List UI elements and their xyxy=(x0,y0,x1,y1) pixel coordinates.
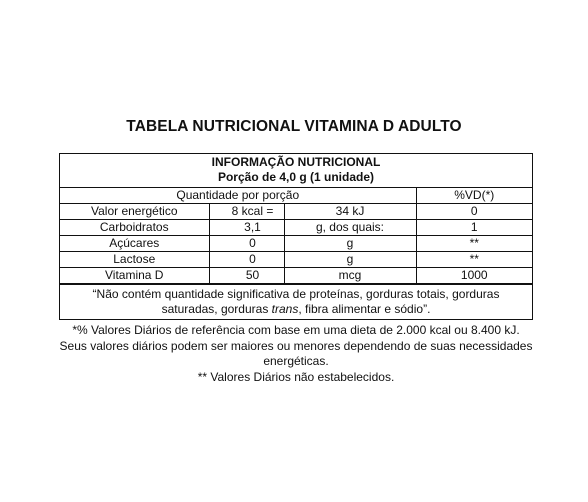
nutrient-unit: 34 kJ xyxy=(284,204,416,220)
nutrient-dv: ** xyxy=(416,252,532,268)
nutrition-panel xyxy=(59,153,533,320)
nutrient-amount: 50 xyxy=(209,268,284,284)
serving-size: Porção de 4,0 g (1 unidade) xyxy=(217,170,375,184)
note-text-start: “Não contém quantidade significativa de proteínas, gorduras totais, gorduras saturadas, gorduras xyxy=(92,287,500,316)
note-text-end: , fibra alimentar e sódio”. xyxy=(298,302,431,316)
document-title: TABELA NUTRICIONAL VITAMINA D ADULTO xyxy=(126,118,462,135)
insignificant-nutrients-note xyxy=(60,284,532,319)
table-row xyxy=(60,220,532,236)
nutrient-unit: g xyxy=(284,252,416,268)
table-row xyxy=(60,204,532,220)
footnotes xyxy=(59,323,533,385)
nutrient-unit: g, dos quais: xyxy=(284,220,416,236)
nutrient-unit: g xyxy=(284,236,416,252)
panel-heading-title: INFORMAÇÃO NUTRICIONAL xyxy=(211,155,381,169)
table-row xyxy=(60,252,532,268)
nutrient-amount: 8 kcal = xyxy=(209,204,284,220)
footnote-reference: *% Valores Diários de referência com base em uma dieta de 2.000 kcal ou 8.400 kJ. xyxy=(72,323,520,337)
nutrient-dv: 1000 xyxy=(416,268,532,284)
nutrient-amount: 0 xyxy=(209,252,284,268)
nutrient-name: Carboidratos xyxy=(60,220,209,236)
nutrition-table xyxy=(60,188,532,284)
panel-heading xyxy=(60,154,532,188)
quantity-header: Quantidade por porção xyxy=(60,188,416,204)
nutrient-name: Açúcares xyxy=(60,236,209,252)
nutrient-amount: 3,1 xyxy=(209,220,284,236)
nutrient-name: Valor energético xyxy=(60,204,209,220)
nutrient-unit: mcg xyxy=(284,268,416,284)
nutrient-dv: ** xyxy=(416,236,532,252)
table-row xyxy=(60,236,532,252)
table-row xyxy=(60,268,532,284)
dv-header: %VD(*) xyxy=(416,188,532,204)
nutrient-name: Vitamina D xyxy=(60,268,209,284)
nutrient-dv: 0 xyxy=(416,204,532,220)
nutrient-name: Lactose xyxy=(60,252,209,268)
nutrient-amount: 0 xyxy=(209,236,284,252)
note-text-trans: trans xyxy=(271,302,299,316)
footnote-not-established: ** Valores Diários não estabelecidos. xyxy=(197,369,395,384)
footnote-individual-needs: Seus valores diários podem ser maiores ou menores dependendo de suas necessidades energéticas. xyxy=(59,338,533,368)
table-header-row xyxy=(60,188,532,204)
nutrient-dv: 1 xyxy=(416,220,532,236)
